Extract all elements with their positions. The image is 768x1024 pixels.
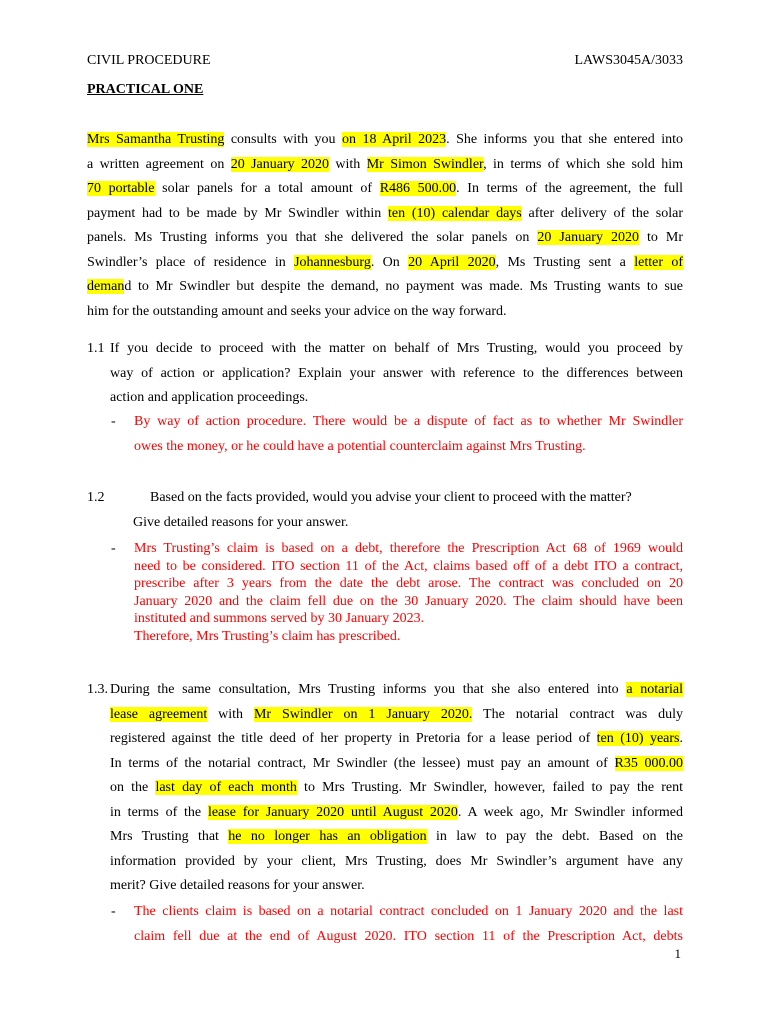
intro-line: Swindler’s place of residence in Johannesburg. On 20 April 2020, Ms Trusting sent a letter of — [87, 254, 684, 270]
question-1-3 — [110, 703, 683, 899]
question-number: 1.2 — [87, 490, 105, 505]
question-line: lease agreement with Mr Swindler on 1 January 2020. The notarial contract was duly — [110, 706, 684, 722]
answer-line: January 2020 and the claim fell due on the 30 January 2020. The claim should have been — [134, 593, 683, 609]
intro-line: demand to Mr Swindler but despite the demand, no payment was made. Ms Trusting wants to sue — [87, 279, 683, 294]
page-title: PRACTICAL ONE — [87, 82, 204, 97]
answer-line: Therefore, Mrs Trusting’s claim has prescribed. — [134, 628, 401, 644]
page-number: 1 — [674, 946, 681, 961]
question-line: registered against the title deed of her property in Pretoria for a lease period of ten (10) years. — [110, 731, 683, 746]
question-line: action and application proceedings. — [110, 390, 309, 405]
answer-1-2 — [134, 540, 683, 646]
answer-line: need to be considered. ITO section 11 of the Act, claims based off of a debt ITO a contract, — [134, 558, 683, 574]
answer-1-3 — [134, 900, 683, 949]
answer-line: The clients claim is based on a notarial contract concluded on 1 January 2020 and the last — [134, 904, 683, 919]
course-name: CIVIL PROCEDURE — [87, 53, 211, 68]
question-line: Give detailed reasons for your answer. — [133, 515, 349, 530]
answer-line: prescribe after 3 years from the date the debt arose. The contract was concluded on 20 — [134, 576, 683, 592]
answer-line: owes the money, or he could have a potential counterclaim against Mrs Trusting. — [134, 438, 586, 454]
question-number: 1.3. — [87, 682, 108, 697]
question-line: on the last day of each month to Mrs Trusting. Mr Swindler, however, failed to pay the rent — [110, 780, 683, 795]
question-number: 1.1 — [87, 341, 105, 356]
intro-line: payment had to be made by Mr Swindler within ten (10) calendar days after delivery of the solar — [87, 205, 683, 221]
intro-line: a written agreement on 20 January 2020 with Mr Simon Swindler, in terms of which she sold him — [87, 156, 684, 172]
bullet-dash: - — [111, 541, 116, 556]
answer-line: claim fell due at the end of August 2020. ITO section 11 of the Prescription Act, debts — [134, 928, 683, 944]
question-line: information provided by your client, Mrs Trusting, does Mr Swindler’s argument have any — [110, 853, 683, 869]
question-line: Based on the facts provided, would you advise your client to proceed with the matter? — [150, 490, 632, 505]
question-line: in terms of the lease for January 2020 until August 2020. A week ago, Mr Swindler informed — [110, 804, 683, 820]
question-1-3-first-line: During the same consultation, Mrs Trusting informs you that she also entered into a notarial — [110, 682, 683, 697]
question-1-2-continued — [133, 511, 683, 536]
intro-paragraph — [87, 128, 683, 324]
intro-line: 70 portable solar panels for a total amount of R486 500.00. In terms of the agreement, the full — [87, 181, 684, 196]
intro-line: panels. Ms Trusting informs you that she delivered the solar panels on 20 January 2020 to Mr — [87, 230, 684, 245]
course-code: LAWS3045A/3033 — [574, 53, 683, 68]
answer-line: By way of action procedure. There would be a dispute of fact as to whether Mr Swindler — [134, 414, 683, 429]
bullet-dash: - — [111, 904, 116, 919]
question-line: way of action or application? Explain your answer with reference to the differences between — [110, 365, 683, 381]
answer-line: instituted and summons served by 30 January 2023. — [134, 611, 425, 627]
intro-line: Mrs Samantha Trusting consults with you on 18 April 2023. She informs you that she entered into — [87, 132, 684, 147]
answer-1-1 — [134, 410, 683, 459]
question-line: merit? Give detailed reasons for your answer. — [110, 878, 365, 893]
intro-line: him for the outstanding amount and seeks your advice on the way forward. — [87, 303, 507, 319]
question-line: In terms of the notarial contract, Mr Swindler (the lessee) must pay an amount of R35 000.00 — [110, 755, 684, 771]
answer-line: Mrs Trusting’s claim is based on a debt, therefore the Prescription Act 68 of 1969 would — [134, 541, 683, 556]
question-1-1 — [110, 337, 683, 411]
question-line: If you decide to proceed with the matter on behalf of Mrs Trusting, would you proceed by — [110, 341, 683, 356]
question-1-2 — [150, 486, 683, 511]
question-line: Mrs Trusting that he no longer has an obligation in law to pay the debt. Based on the — [110, 829, 683, 844]
bullet-dash: - — [111, 414, 116, 429]
